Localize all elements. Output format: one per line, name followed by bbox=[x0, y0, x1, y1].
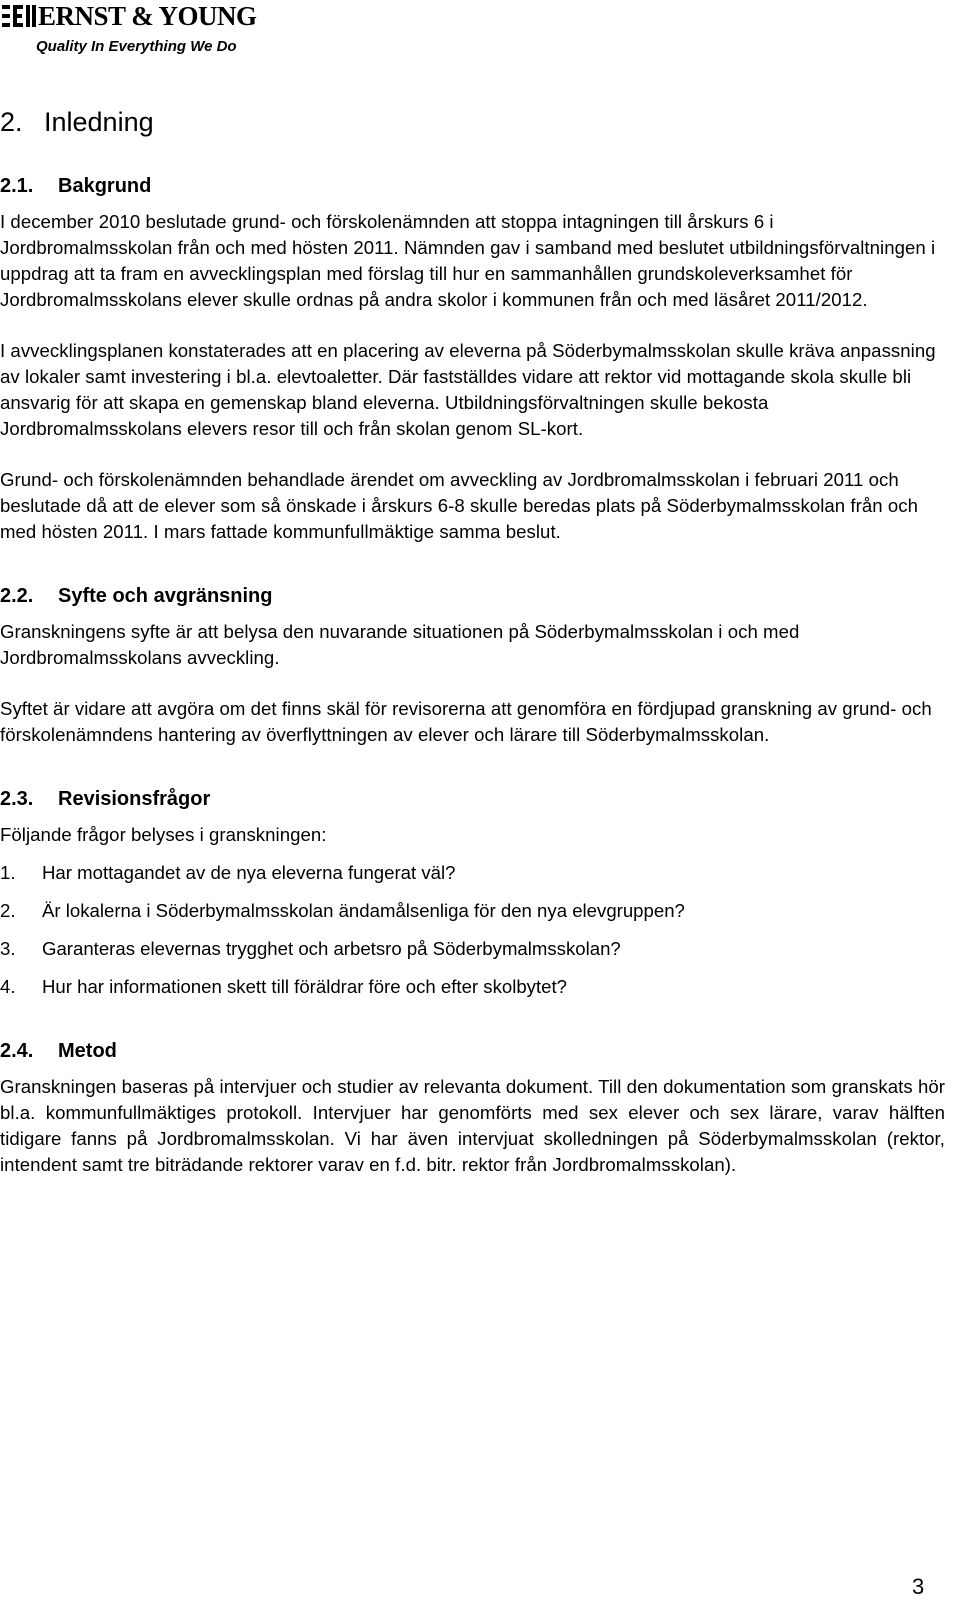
chapter-number: 2. bbox=[0, 107, 23, 137]
section-heading-syfte bbox=[0, 583, 945, 609]
section-number: 2.2. bbox=[0, 585, 34, 607]
section-heading-bakgrund bbox=[0, 173, 945, 199]
paragraph: Grund- och förskolenämnden behandlade ärendet om avveckling av Jordbromalmsskolan i februari 2011 och beslutade då att de elever som så önskade i årskurs 6-8 skulle beredas plats på Söderbymalmsskolan från och med hösten 2011. I mars fattade kommunfullmäktige samma beslut. bbox=[0, 469, 918, 542]
list-intro: Följande frågor belyses i granskningen: bbox=[0, 824, 327, 845]
section-number: 2.3. bbox=[0, 788, 34, 810]
paragraph: Granskningen baseras på intervjuer och studier av relevanta dokument. Till den dokumentation som granskats hör bl.a. kommunfullmäktiges protokoll. Intervjuer har genomförts med sex elever och sex lärare, varav hälften tidigare fanns på Jordbromalmsskolan. Vi har även intervjuat skolledningen på Söderbymalmsskolan (rektor, intendent samt tre biträdande rektorer varav en f.d. bitr. rektor från Jordbromalmsskolan). bbox=[0, 1076, 945, 1175]
question-list bbox=[0, 860, 945, 1000]
list-text: Har mottagandet av de nya eleverna fungerat väl? bbox=[42, 862, 456, 883]
paragraph: I avvecklingsplanen konstaterades att en placering av eleverna på Söderbymalmsskolan skulle kräva anpassning av lokaler samt investering i bl.a. elevtoaletter. Där fastställdes vidare att rektor vid mottagande skola skulle bli ansvarig för att skapa en gemenskap bland eleverna. Utbildningsförvaltningen skulle bekosta Jordbromalmsskolans elevers resor till och från skolan genom SL-kort. bbox=[0, 340, 936, 439]
list-item bbox=[0, 860, 945, 886]
list-item bbox=[0, 936, 945, 962]
section-heading-metod bbox=[0, 1038, 945, 1064]
logo-name: ERNST & YOUNG bbox=[38, 1, 257, 31]
document-body bbox=[0, 104, 945, 1178]
list-text: Hur har informationen skett till föräldrar före och efter skolbytet? bbox=[42, 976, 567, 997]
paragraph: I december 2010 beslutade grund- och förskolenämnden att stoppa intagningen till årskurs 6 i Jordbromalmsskolan från och med hösten 2011. Nämnden gav i samband med beslutet utbildningsförvaltningen i uppdrag att ta fram en avvecklingsplan med förslag till hur en sammanhållen grundskoleverksamhet för Jordbromalmsskolans elever skulle ordnas på andra skolor i kommunen från och med läsåret 2011/2012. bbox=[0, 211, 936, 310]
chapter-title bbox=[0, 104, 945, 140]
section-title: Revisionsfrågor bbox=[58, 788, 211, 810]
chapter-title-text: Inledning bbox=[44, 107, 154, 137]
section-heading-revisionsfragor bbox=[0, 786, 945, 812]
list-text: Är lokalerna i Söderbymalmsskolan ändamålsenliga för den nya elevgruppen? bbox=[42, 900, 685, 921]
page-number: 3 bbox=[912, 1574, 925, 1599]
section-number: 2.4. bbox=[0, 1040, 34, 1062]
section-title: Syfte och avgränsning bbox=[58, 585, 273, 607]
list-number: 4. bbox=[0, 976, 16, 997]
section-title: Bakgrund bbox=[58, 175, 152, 197]
paragraph: Syftet är vidare att avgöra om det finns skäl för revisorerna att genomföra en fördjupad granskning av grund- och förskolenämndens hantering av överflyttningen av elever och lärare till Söderbymalmsskolan. bbox=[0, 698, 932, 745]
ey-logo-mark-icon bbox=[2, 4, 36, 28]
section-number: 2.1. bbox=[0, 175, 34, 197]
section-title: Metod bbox=[58, 1040, 117, 1062]
paragraph: Granskningens syfte är att belysa den nuvarande situationen på Söderbymalmsskolan i och med Jordbromalmsskolans avveckling. bbox=[0, 621, 800, 668]
list-number: 2. bbox=[0, 900, 16, 921]
ernst-young-logo bbox=[0, 0, 260, 60]
list-number: 1. bbox=[0, 862, 16, 883]
list-item bbox=[0, 974, 945, 1000]
list-text: Garanteras elevernas trygghet och arbetsro på Söderbymalmsskolan? bbox=[42, 938, 621, 959]
list-number: 3. bbox=[0, 938, 16, 959]
list-item bbox=[0, 898, 945, 924]
logo-tagline: Quality In Everything We Do bbox=[36, 38, 237, 55]
